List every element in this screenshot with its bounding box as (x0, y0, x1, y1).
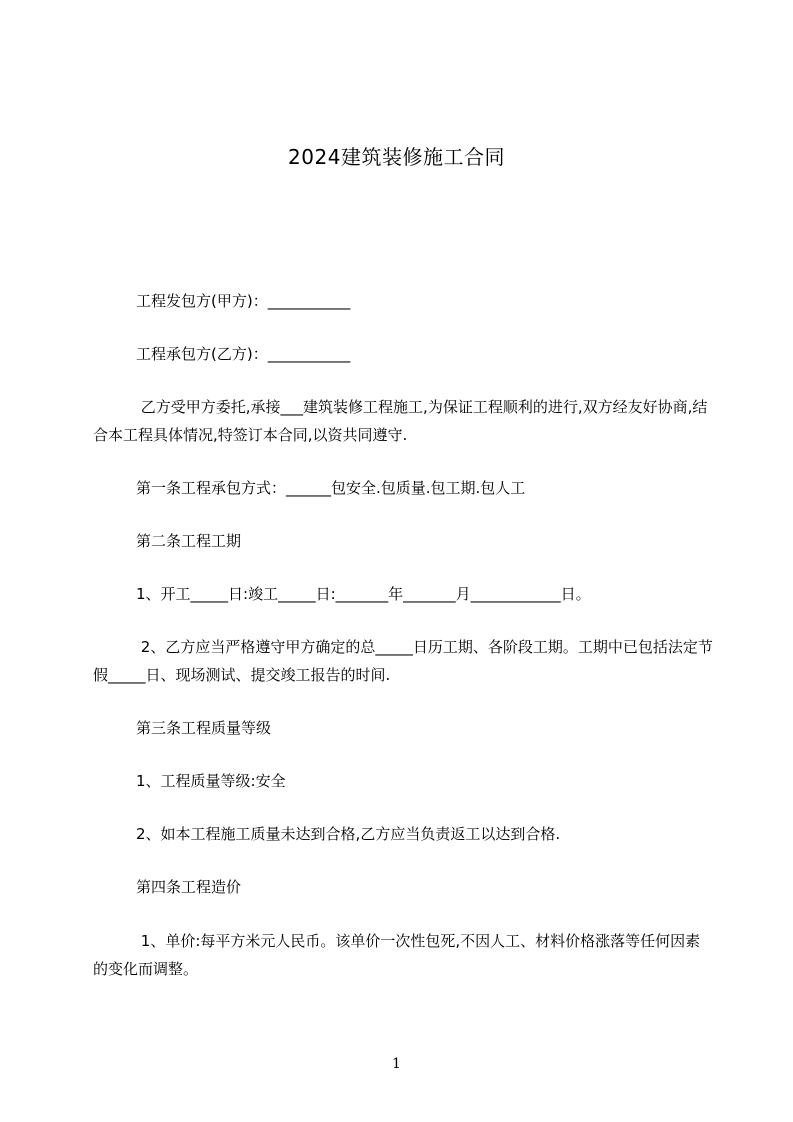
article-2-clause-2: 2、乙方应当严格遵守甲方确定的总_____日历工期、各阶段工期。工期中已包括法定节假_____日、现场测试、提交竣工报告的时间. (93, 638, 713, 684)
article-3-clause-1: 1、工程质量等级:安全 (136, 772, 286, 790)
preamble-paragraph: 乙方受甲方委托,承接___建筑装修工程施工,为保证工程顺利的进行,双方经友好协商,结合本工程具体情况,特签订本合同,以资共同遵守. (93, 398, 708, 444)
article-4-clause-1: 1、单价:每平方米元人民币。该单价一次性包死,不因人工、材料价格涨落等任何因素的变化而调整。 (93, 932, 701, 978)
page-number: 1 (392, 1056, 401, 1072)
article-1-contract-method: 第一条工程承包方式：______包安全.包质量.包工期.包人工 (136, 479, 526, 497)
party-a-line: 工程发包方(甲方)：___________ (136, 292, 351, 310)
article-2-heading: 第二条工程工期 (136, 532, 242, 550)
article-2-clause-1: 1、开工_____日:竣工_____日:_______年_______月____________日。 (136, 585, 591, 603)
party-b-line: 工程承包方(乙方)：___________ (136, 345, 351, 363)
document-title: 2024建筑装修施工合同 (288, 145, 505, 169)
article-4-heading: 第四条工程造价 (136, 878, 242, 896)
article-3-clause-2: 2、如本工程施工质量未达到合格,乙方应当负责返工以达到合格. (136, 825, 561, 843)
article-3-heading: 第三条工程质量等级 (136, 719, 272, 737)
